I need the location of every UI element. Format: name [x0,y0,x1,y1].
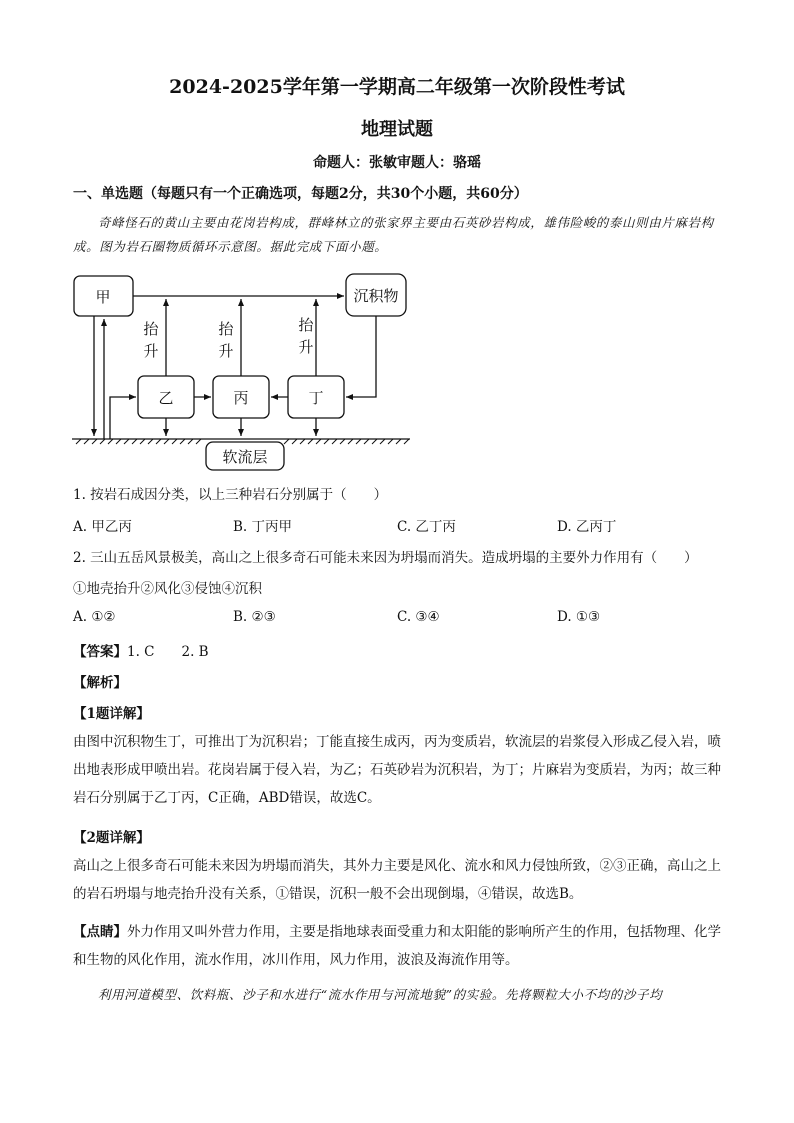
label-asthenosphere: 软流层 [222,448,268,466]
question-1-option-b: B. 丁丙甲 [233,519,293,535]
uplift-label: 升 [218,342,234,360]
question-2-option-c: C. ③④ [397,609,440,625]
answer-text: 1. C 2. B [127,644,209,660]
uplift-label: 升 [298,338,314,356]
exam-authors: 命题人：张敏审题人：骆瑶 [313,155,481,171]
question-1-option-a: A. 甲乙丙 [73,519,132,535]
question-2-option-b: B. ②③ [233,609,276,625]
q2-detail-text: 高山之上很多奇石可能未来因为坍塌而消失，其外力主要是风化、流水和风力侵蚀所致，②③正确，高山之上的岩石坍塌与地壳抬升没有关系，①错误，沉积一般不会出现倒塌，④错误，故选B。 [73,858,721,902]
label-sediment: 沉积物 [353,287,399,305]
answer-line [73,640,209,660]
q2-detail-label: 【2题详解】 [73,830,150,846]
label-yi: 乙 [158,389,174,407]
label-ding: 丁 [308,389,324,407]
question-2-option-a: A. ①② [73,609,116,625]
rock-cycle-diagram [68,268,418,478]
exam-title: 2024-2025学年第一学期高二年级第一次阶段性考试 [169,76,625,98]
uplift-label: 抬 [218,320,234,338]
uplift-label: 抬 [298,316,314,334]
tip-paragraph [73,918,723,974]
next-question-intro: 利用河道模型、饮料瓶、沙子和水进行“流水作用与河流地貌”的实验。先将颗粒大小不均的沙子均 [98,987,663,1002]
question-1-option-d: D. 乙丙丁 [557,519,617,535]
analysis-label: 【解析】 [73,675,127,691]
q1-detail-text: 由图中沉积物生丁，可推出丁为沉积岩；丁能直接生成丙，丙为变质岩，软流层的岩浆侵入形成乙侵入岩，喷出地表形成甲喷出岩。花岗岩属于侵入岩，为乙；石英砂岩为沉积岩，为丁；片麻岩为变质岩，为丙；故三种岩石分别属于乙丁丙，C正确，ABD错误，故选C。 [73,734,721,806]
uplift-label: 升 [143,342,159,360]
tip-label: 【点睛】 [73,924,127,940]
label-jia: 甲 [95,288,111,306]
question-2-stem: 2. 三山五岳风景极美，高山之上很多奇石可能未来因为坍塌而消失。造成坍塌的主要外力作用有（ ） [73,550,698,566]
q1-detail-label: 【1题详解】 [73,706,150,722]
uplift-label: 抬 [143,320,159,338]
label-bing: 丙 [233,389,249,407]
question-1-option-c: C. 乙丁丙 [397,519,456,535]
exam-subtitle: 地理试题 [361,119,433,140]
question-1-stem: 1. 按岩石成因分类，以上三种岩石分别属于（ ） [73,487,388,503]
question-2-option-d: D. ①③ [557,609,601,625]
answer-label: 【答案】 [73,644,127,660]
question-2-choices: ①地壳抬升②风化③侵蚀④沉积 [73,581,262,597]
tip-text: 外力作用又叫外营力作用，主要是指地球表面受重力和太阳能的影响所产生的作用，包括物理、化学和生物的风化作用，流水作用，冰川作用，风力作用，波浪及海流作用等。 [73,924,721,968]
question-intro: 奇峰怪石的黄山主要由花岗岩构成，群峰林立的张家界主要由石英砂岩构成，雄伟险峻的泰山则由片麻岩构成。图为岩石圈物质循环示意图。据此完成下面小题。 [73,215,714,254]
section-heading: 一、单选题（每题只有一个正确选项，每题2分，共30个小题，共60分） [73,186,528,202]
